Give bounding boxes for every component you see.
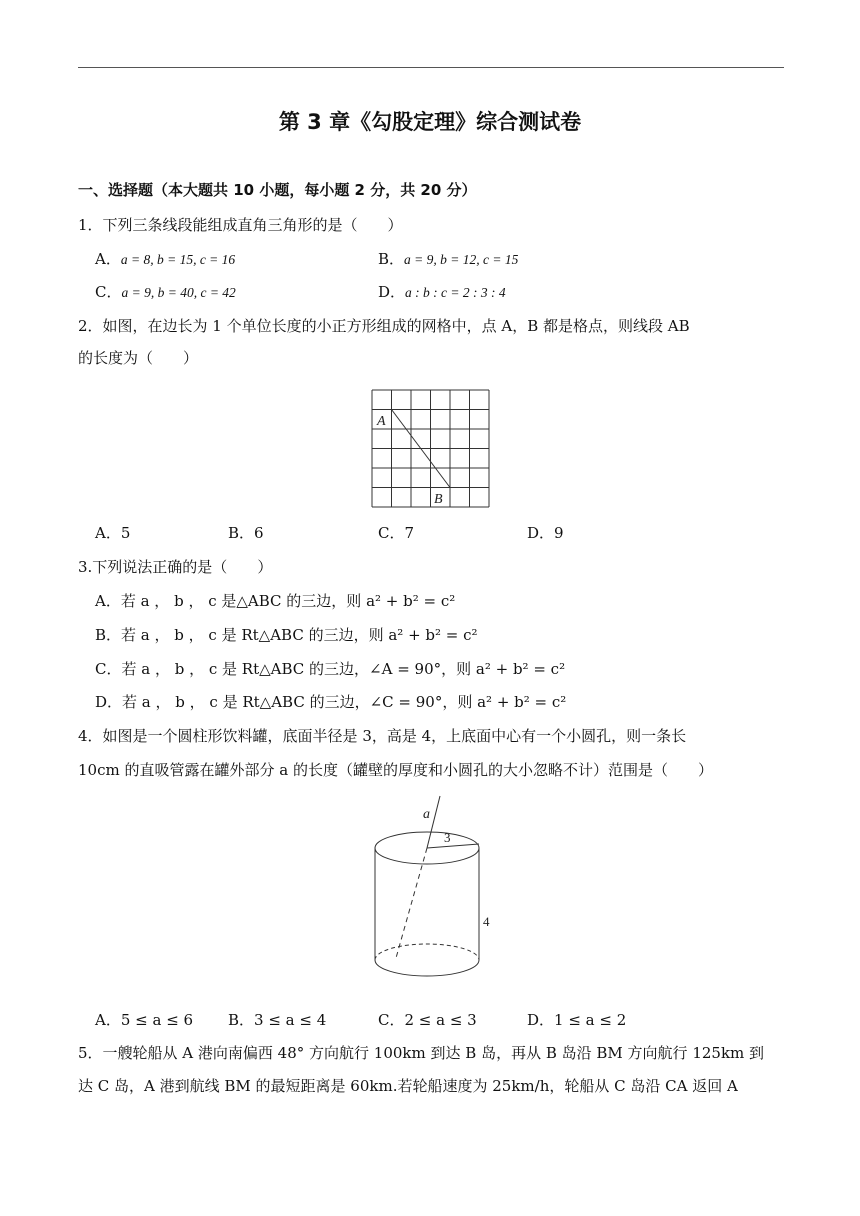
- q4-option-c: C．2 ≤ a ≤ 3: [378, 1011, 477, 1029]
- question-1-stem: 1．下列三条线段能组成直角三角形的是（ ）: [78, 216, 403, 234]
- q1-option-a-text: a = 8, b = 15, c = 16: [120, 252, 236, 267]
- q3-option-a: A．若 a ， b ， c 是△ABC 的三边，则 a² + b² = c²: [95, 592, 456, 610]
- q1-option-b: [378, 249, 518, 270]
- q1-option-a: [95, 249, 235, 270]
- q1-option-a-label: A．: [95, 250, 121, 268]
- q4-option-b: B．3 ≤ a ≤ 4: [228, 1011, 327, 1029]
- cylinder-bottom-back: [375, 944, 479, 960]
- question-5-line1: 5．一艘轮船从 A 港向南偏西 48° 方向航行 100km 到达 B 岛，再从 B 岛沿 BM 方向航行 125km 到: [78, 1044, 765, 1062]
- q1-option-d-text: a : b : c = 2 : 3 : 4: [405, 285, 506, 300]
- q1-option-c-label: C．: [95, 283, 122, 301]
- q1-option-b-label: B．: [378, 250, 405, 268]
- question-5-line2: 达 C 岛，A 港到航线 BM 的最短距离是 60km.若轮船速度为 25km/h，轮船从 C 岛沿 CA 返回 A: [78, 1077, 738, 1095]
- label-a: a: [423, 807, 430, 822]
- cylinder-figure: [360, 788, 500, 998]
- q3-option-b: B．若 a ， b ， c 是 Rt△ABC 的三边，则 a² + b² = c²: [95, 626, 478, 644]
- question-2-stem-line2: 的长度为（ ）: [78, 349, 199, 367]
- q1-option-c-text: a = 9, b = 40, c = 42: [121, 285, 236, 300]
- page-title: 第 3 章《勾股定理》综合测试卷: [278, 110, 582, 134]
- straw-inside: [396, 848, 427, 958]
- point-b-label: B: [434, 492, 443, 507]
- q3-option-c: C．若 a ， b ， c 是 Rt△ABC 的三边，∠A = 90°，则 a² + b² = c²: [95, 660, 566, 678]
- label-height-4: 4: [483, 914, 490, 929]
- label-radius-3: 3: [444, 830, 451, 845]
- q1-option-d: [378, 282, 506, 303]
- q1-option-b-text: a = 9, b = 12, c = 15: [404, 252, 519, 267]
- q2-option-a: A．5: [95, 524, 131, 542]
- question-4-stem-line1: 4．如图是一个圆柱形饮料罐，底面半径是 3，高是 4，上底面中心有一个小圆孔，则一条长: [78, 727, 687, 745]
- question-4-stem-line2: 10cm 的直吸管露在罐外部分 a 的长度（罐壁的厚度和小圆孔的大小忽略不计）范围是（ ）: [78, 761, 713, 779]
- q1-option-d-label: D．: [378, 283, 406, 301]
- radius-line: [427, 844, 479, 848]
- q2-option-c: C．7: [378, 524, 415, 542]
- q2-option-b: B．6: [228, 524, 264, 542]
- question-3-stem: 3.下列说法正确的是（ ）: [78, 558, 273, 576]
- point-a-label: A: [377, 414, 386, 429]
- question-2-stem-line1: 2．如图，在边长为 1 个单位长度的小正方形组成的网格中，点 A，B 都是格点，则线段 AB: [78, 317, 690, 335]
- q4-option-a: A．5 ≤ a ≤ 6: [95, 1011, 194, 1029]
- q2-option-d: D．9: [527, 524, 564, 542]
- q1-option-c: [95, 282, 236, 303]
- straw-outside: [427, 796, 440, 848]
- q3-option-d: D．若 a ， b ， c 是 Rt△ABC 的三边，∠C = 90°，则 a² + b² = c²: [95, 693, 567, 711]
- header-rule: [78, 67, 784, 68]
- cylinder-bottom-front: [375, 960, 479, 976]
- q4-option-d: D．1 ≤ a ≤ 2: [527, 1011, 627, 1029]
- section-heading: 一、选择题（本大题共 10 小题，每小题 2 分，共 20 分）: [78, 181, 477, 199]
- grid-figure: [372, 390, 490, 508]
